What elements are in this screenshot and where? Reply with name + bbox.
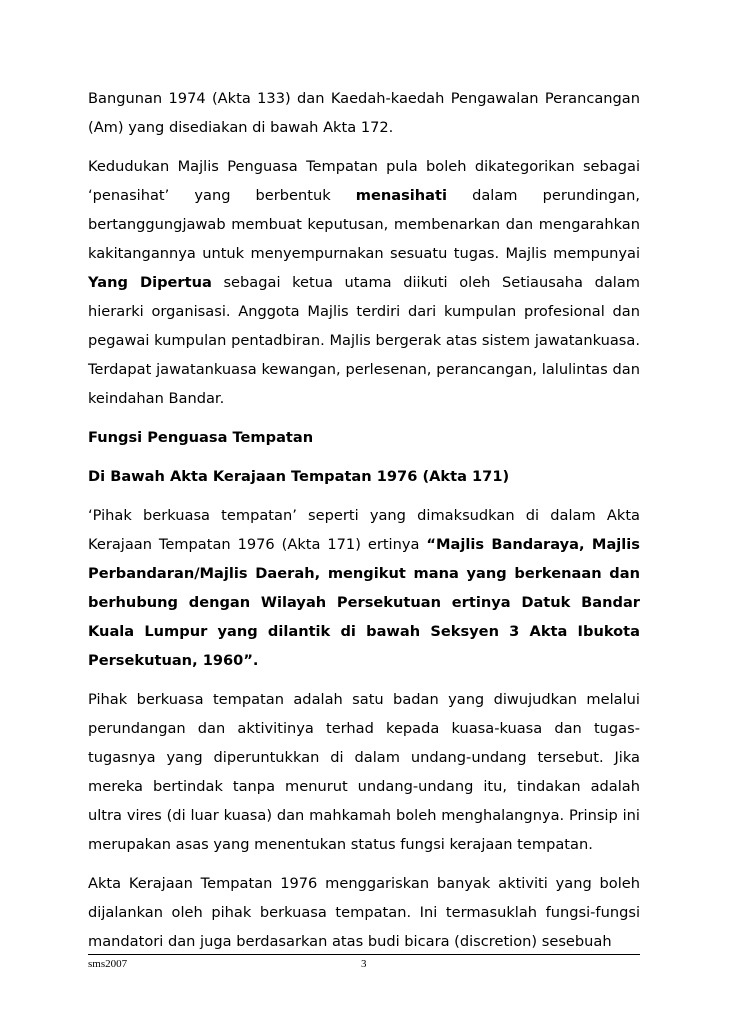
paragraph-3	[88, 501, 640, 675]
paragraph-3-bold-definition: “Majlis Bandaraya, Majlis Perbandaran/Majlis Daerah, mengikut mana yang berkenaan dan berhubung dengan Wilayah Persekutuan ertinya Datuk Bandar Kuala Lumpur yang dilantik di bawah Seksyen 3 Akta Ibukota Persekutuan, 1960”.	[88, 536, 640, 669]
paragraph-2-text-1: Kedudukan Majlis Penguasa Tempatan pula boleh dikategorikan sebagai ‘penasihat’ yang berbentuk	[88, 158, 640, 204]
paragraph-2-text-3: sebagai ketua utama diikuti oleh Setiausaha dalam hierarki organisasi. Anggota Majlis terdiri dari kumpulan profesional dan pegawai kumpulan pentadbiran. Majlis bergerak atas sistem jawatankuasa. Terdapat jawatankuasa kewangan, perlesenan, perancangan, lalulintas dan keindahan Bandar.	[88, 274, 640, 407]
section-heading: Fungsi Penguasa Tempatan	[88, 429, 314, 446]
paragraph-4: Pihak berkuasa tempatan adalah satu badan yang diwujudkan melalui perundangan dan aktivitinya terhad kepada kuasa-kuasa dan tugas-tugasnya yang diperuntukkan di dalam undang-undang tersebut. Jika mereka bertindak tanpa menurut undang-undang itu, tindakan adalah ultra vires (di luar kuasa) dan mahkamah boleh menghalangnya. Prinsip ini merupakan asas yang menentukan status fungsi kerajaan tempatan.	[88, 691, 640, 853]
page-number: 3	[361, 958, 367, 970]
footer-divider	[88, 954, 640, 955]
paragraph-5: Akta Kerajaan Tempatan 1976 menggariskan banyak aktiviti yang boleh dijalankan oleh pihak berkuasa tempatan. Ini termasuklah fungsi-fungsi mandatori dan juga berdasarkan atas budi bicara (discretion) sesebuah	[88, 875, 640, 950]
paragraph-2-bold-yang-dipertua: Yang Dipertua	[88, 274, 212, 291]
paragraph-1: Bangunan 1974 (Akta 133) dan Kaedah-kaedah Pengawalan Perancangan (Am) yang disediakan di bawah Akta 172.	[88, 90, 640, 136]
document-body	[88, 84, 640, 966]
subsection-heading: Di Bawah Akta Kerajaan Tempatan 1976 (Akta 171)	[88, 468, 510, 485]
paragraph-3-text-1: ‘Pihak berkuasa tempatan’ seperti yang dimaksudkan di dalam Akta Kerajaan Tempatan 1976 (Akta 171) ertinya	[88, 507, 640, 553]
paragraph-2-bold-menasihati: menasihati	[355, 187, 448, 204]
footer-label: sms2007	[88, 958, 128, 970]
paragraph-2	[88, 152, 640, 413]
paragraph-2-text-2: dalam perundingan, bertanggungjawab membuat keputusan, membenarkan dan mengarahkan kakitangannya untuk menyempurnakan sesuatu tugas. Majlis mempunyai	[88, 187, 640, 262]
